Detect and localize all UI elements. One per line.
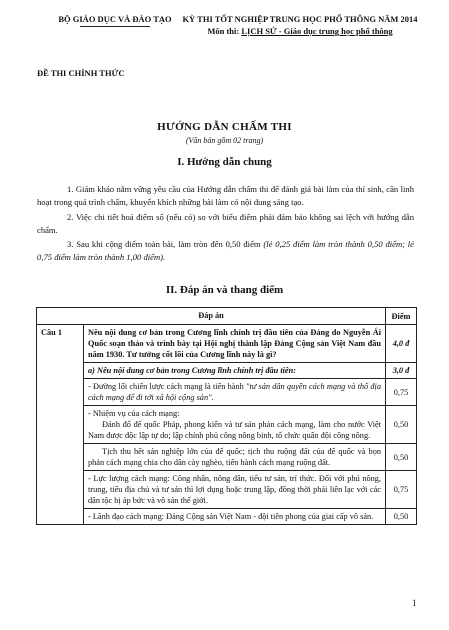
question-row	[37, 325, 417, 363]
table-row	[37, 509, 417, 525]
col-score-header: Điểm	[386, 308, 417, 325]
exam-subject	[170, 26, 430, 36]
ministry-name: BỘ GIÁO DỤC VÀ ĐÀO TẠO	[58, 14, 172, 24]
ministry-underline	[80, 26, 150, 27]
row-5-score: 0,50	[386, 509, 417, 525]
p3-main: 3. Sau khi cộng điểm toàn bài, làm tròn đến 0,50 điểm	[67, 239, 264, 249]
row-1-main: - Đường lối chiến lược cách mạng là tiến hành	[88, 382, 246, 391]
row-5-text: - Lãnh đạo cách mạng: Đảng Cộng sản Việt Nam - đội tiên phong của giai cấp vô sản.	[84, 509, 386, 525]
row-2-score: 0,50	[386, 406, 417, 444]
section2-heading: II. Đáp án và thang điểm	[165, 284, 284, 296]
col-answer-header: Đáp án	[37, 308, 386, 325]
row-3-score: 0,50	[386, 444, 417, 471]
table-row	[37, 444, 417, 471]
subject-value: LỊCH SỬ - Giáo dục trung học phổ thông	[241, 26, 393, 36]
question-label: Câu 1	[37, 325, 84, 525]
guideline-paragraph-2: 2. Việc chi tiết hoá điểm số (nếu có) so với biểu điểm phải đảm bảo không sai lệch với hướng dẫn chấm.	[37, 212, 414, 235]
row-1-italic: "tư sản dân quyền cách mạng và thổ địa cách mạng để đi tới xã hội cộng sản".	[88, 382, 381, 402]
question-score: 4,0 đ	[386, 325, 417, 363]
page-number: 1	[412, 598, 417, 608]
subsection-a-score: 3,0 đ	[386, 363, 417, 379]
row-3-text: Tịch thu hết sản nghiệp lớn của đế quốc; tịch thu ruộng đất của đế quốc và bọn phản cách mạng chia cho dân cày nghèo, tiến hành cách mạng ruộng đất.	[84, 444, 386, 471]
subject-label: Môn thi:	[207, 26, 242, 36]
doc-subtitle: (Văn bản gồm 02 trang)	[185, 136, 264, 145]
guideline-paragraph-3	[37, 238, 414, 264]
question-text: Nêu nội dung cơ bản trong Cương lĩnh chính trị đầu tiên của Đảng do Nguyễn Ái Quốc soạn thảo và trình bày tại Hội nghị thành lập Đảng Cộng sản Việt Nam đầu năm 1930. Tư tưởng cốt lõi của Cương lĩnh này là gì?	[84, 325, 386, 363]
subsection-a-text: a) Nêu nội dung cơ bản trong Cương lĩnh chính trị đầu tiên:	[84, 363, 386, 379]
row-1-text	[84, 379, 386, 406]
table-row	[37, 379, 417, 406]
row-4-score: 0,75	[386, 471, 417, 509]
row-4-text: - Lực lượng cách mạng: Công nhân, nông dân, tiểu tư sản, trí thức. Đối với phú nông, trung, tiểu địa chủ và tư sản thì lợi dụng hoặc trung lập, đồng thời phải liên lạc với các dân tộc bị áp bức và vô sản thế giới.	[84, 471, 386, 509]
table-row	[37, 406, 417, 444]
answer-table	[36, 307, 417, 525]
subsection-a-row	[37, 363, 417, 379]
row-1-score: 0,75	[386, 379, 417, 406]
guideline-paragraph-1: 1. Giám khảo nắm vững yêu cầu của Hướng dẫn chấm thi để đánh giá bài làm của thí sinh, cần linh hoạt trong quá trình chấm, khuyến khích những bài làm có nội dung sáng tạo.	[37, 184, 414, 207]
row-2-indent: Đánh đổ đế quốc Pháp, phong kiến và tư sản phản cách mạng, làm cho nước Việt Nam được độc lập tự do; lập chính phủ công nông binh, tổ chức quân đội công nông.	[88, 420, 381, 440]
exam-header	[170, 14, 430, 36]
official-label: ĐỀ THI CHÍNH THỨC	[37, 68, 125, 78]
row-2-main: - Nhiệm vụ của cách mạng:	[88, 409, 180, 418]
exam-title: KỲ THI TỐT NGHIỆP TRUNG HỌC PHỔ THÔNG NĂM 2014	[182, 14, 418, 24]
row-2-text	[84, 406, 386, 444]
table-header-row	[37, 308, 417, 325]
doc-title: HƯỚNG DẪN CHẤM THI	[157, 121, 292, 133]
section1-heading: I. Hướng dẫn chung	[177, 156, 272, 168]
table-row	[37, 471, 417, 509]
p3-italic-note: (lẻ 0,25 điểm làm tròn thành 0,50 điểm; lẻ 0,75 điểm làm tròn thành 1,00 điểm).	[37, 239, 414, 262]
